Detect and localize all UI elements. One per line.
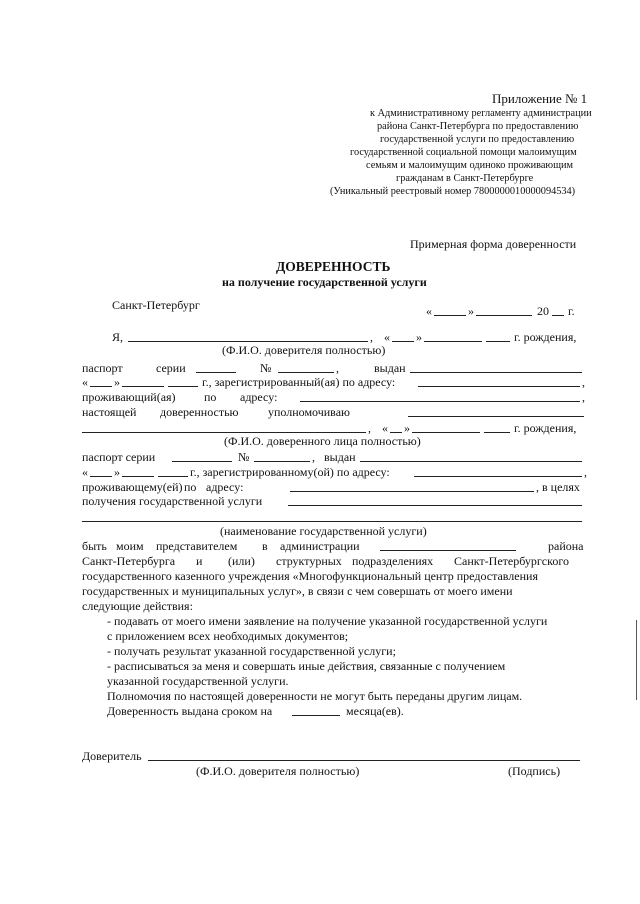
action-2: - получать результат указанной государственной услуги;: [107, 644, 396, 658]
header-registry-number: (Уникальный реестровый номер 7800000010000094534): [330, 186, 576, 197]
rep-word-3: представителем: [156, 539, 238, 553]
agent-birth-label: г. рождения,: [514, 421, 577, 435]
action-1: - подавать от моего имени заявление на получение указанной государственной услуги: [107, 614, 548, 628]
principal-dob-q-close: »: [416, 330, 422, 344]
agent-issued-blank: [360, 461, 582, 462]
agent-living-2: по: [184, 480, 197, 494]
line2-word-4: структурных: [276, 554, 342, 568]
agent-issued: выдан: [324, 450, 356, 464]
header-line-2: района Санкт-Петербурга по предоставлению: [377, 121, 579, 132]
agent-comma: ,: [368, 421, 371, 435]
principal-living-end: ,: [582, 390, 585, 404]
principal-series: серии: [156, 361, 186, 375]
agent-dob-month-blank: [412, 432, 480, 433]
principal-living-3: адресу:: [240, 390, 278, 404]
principal-issue-q-close: »: [114, 375, 120, 389]
form-note: Примерная форма доверенности: [410, 237, 577, 251]
header-line-1: к Административному регламенту администрации: [370, 108, 592, 119]
agent-registered-label: г., зарегистрированному(ой) по адресу:: [190, 465, 390, 479]
principal-issue-year-blank: [168, 386, 198, 387]
agent-issue-month-blank: [122, 476, 154, 477]
agent-number-blank: [254, 461, 310, 462]
body-line-4: государственных и муниципальных услуг», в связи с чем совершать от моего имени: [82, 584, 513, 598]
term-prefix: Доверенность выдана сроком на: [107, 704, 273, 718]
principal-living-blank: [300, 401, 580, 402]
date-quote-close: »: [468, 304, 474, 318]
header-line-5: семьям и малоимущим одиноко проживающим: [366, 160, 574, 171]
date-year-prefix: 20: [537, 304, 549, 318]
principal-registered-label: г., зарегистрированный(ая) по адресу:: [202, 375, 396, 389]
no-transfer-clause: Полномочия по настоящей доверенности не могут быть переданы другим лицам.: [107, 689, 523, 703]
date-day-blank: [434, 315, 466, 316]
agent-registered-end: ,: [584, 465, 587, 479]
authorize-word-3: уполномочиваю: [268, 405, 350, 419]
agent-goal-end: , в целях: [536, 480, 580, 494]
agent-issue-year-blank: [158, 476, 188, 477]
term-blank: [292, 715, 340, 716]
principal-fio-caption: (Ф.И.О. доверителя полностью): [222, 343, 386, 357]
line2-word-6: Санкт-Петербургского: [454, 554, 569, 568]
service-name-blank-1: [288, 505, 582, 506]
agent-issue-q-open: «: [82, 465, 88, 479]
rep-word-6: района: [548, 539, 584, 553]
rep-word-1: быть: [82, 539, 107, 553]
signature-fio-caption: (Ф.И.О. доверителя полностью): [196, 764, 360, 778]
scan-edge-mark: [636, 620, 637, 700]
principal-registered-end: ,: [582, 375, 585, 389]
line2-word-2: и: [196, 554, 203, 568]
principal-ya: Я,: [112, 330, 124, 344]
principal-living-2: по: [204, 390, 217, 404]
rep-word-2: моим: [116, 539, 144, 553]
header-line-3: государственной услуги по предоставлению: [380, 134, 575, 145]
line2-word-1: Санкт-Петербурга: [82, 554, 176, 568]
principal-issued: выдан: [374, 361, 406, 375]
agent-issue-day-blank: [90, 476, 112, 477]
agent-dob-day-blank: [390, 432, 402, 433]
action-1-cont: с приложением всех необходимых документов;: [107, 629, 349, 643]
principal-issue-q-open: «: [82, 375, 88, 389]
agent-issued-comma: ,: [312, 450, 315, 464]
authorize-word-2: доверенностью: [160, 405, 239, 419]
agent-living-3: адресу:: [206, 480, 244, 494]
principal-issue-day-blank: [90, 386, 112, 387]
principal-comma: ,: [370, 330, 373, 344]
principal-number-blank: [278, 372, 334, 373]
agent-dob-year-blank: [484, 432, 510, 433]
body-line-3: государственного казенного учреждения «Многофункциональный центр предоставления: [82, 569, 538, 583]
header-line-6: гражданам в Санкт-Петербурге: [396, 173, 534, 184]
date-year-suffix: г.: [568, 304, 575, 318]
district-blank: [380, 550, 516, 551]
body-line-5: следующие действия:: [82, 599, 193, 613]
principal-fio-blank: [128, 341, 368, 342]
principal-dob-month-blank: [424, 341, 482, 342]
principal-dob-year-blank: [486, 341, 510, 342]
city: Санкт-Петербург: [112, 298, 200, 312]
agent-passport-series: паспорт серии: [82, 450, 156, 464]
agent-series-blank: [172, 461, 232, 462]
line2-word-5: подразделениях: [352, 554, 434, 568]
rep-word-4: в: [262, 539, 268, 553]
agent-dob-q-open: «: [382, 421, 388, 435]
action-3-cont: указанной государственной услуги.: [107, 674, 289, 688]
date-quote-open: «: [426, 304, 432, 318]
document-title: ДОВЕРЕННОСТЬ: [276, 259, 391, 274]
service-name-blank-2: [82, 521, 582, 522]
agent-registered-blank: [414, 476, 582, 477]
signature-fio-blank: [148, 760, 580, 761]
service-caption: (наименование государственной услуги): [220, 524, 427, 538]
appendix-number: Приложение № 1: [492, 91, 588, 106]
principal-dob-day-blank: [392, 341, 414, 342]
principal-series-blank: [196, 372, 236, 373]
signature-sign-caption: (Подпись): [508, 764, 561, 778]
agent-receive-label: получения государственной услуги: [82, 494, 263, 508]
principal-number-sign: №: [260, 361, 272, 375]
principal-living-1: проживающий(ая): [82, 390, 176, 404]
agent-living-1: проживающему(ей): [82, 480, 183, 494]
signature-label: Доверитель: [82, 749, 142, 763]
agent-issue-q-close: »: [114, 465, 120, 479]
term-suffix: месяца(ев).: [346, 704, 404, 718]
agent-dob-q-close: »: [404, 421, 410, 435]
header-line-4: государственной социальной помощи малоимущим: [350, 147, 577, 158]
principal-issued-blank: [410, 372, 582, 373]
principal-passport: паспорт: [82, 361, 123, 375]
agent-living-blank: [290, 491, 534, 492]
rep-word-5: администрации: [280, 539, 360, 553]
principal-registered-blank: [418, 386, 580, 387]
agent-number-sign: №: [238, 450, 250, 464]
action-3: - расписываться за меня и совершать иные действия, связанные с получением: [107, 659, 506, 673]
agent-fio-caption: (Ф.И.О. доверенного лица полностью): [224, 434, 421, 448]
principal-birth-label: г. рождения,: [514, 330, 577, 344]
authorize-word-1: настоящей: [82, 405, 137, 419]
principal-dob-q-open: «: [384, 330, 390, 344]
date-year-blank: [552, 315, 564, 316]
document-subtitle: на получение государственной услуги: [222, 275, 427, 289]
date-month-blank: [476, 315, 532, 316]
agent-fio-blank: [82, 432, 366, 433]
agent-fio-blank-top: [408, 416, 584, 417]
principal-issue-month-blank: [122, 386, 164, 387]
line2-word-3: (или): [228, 554, 255, 568]
principal-issued-comma: ,: [336, 361, 339, 375]
